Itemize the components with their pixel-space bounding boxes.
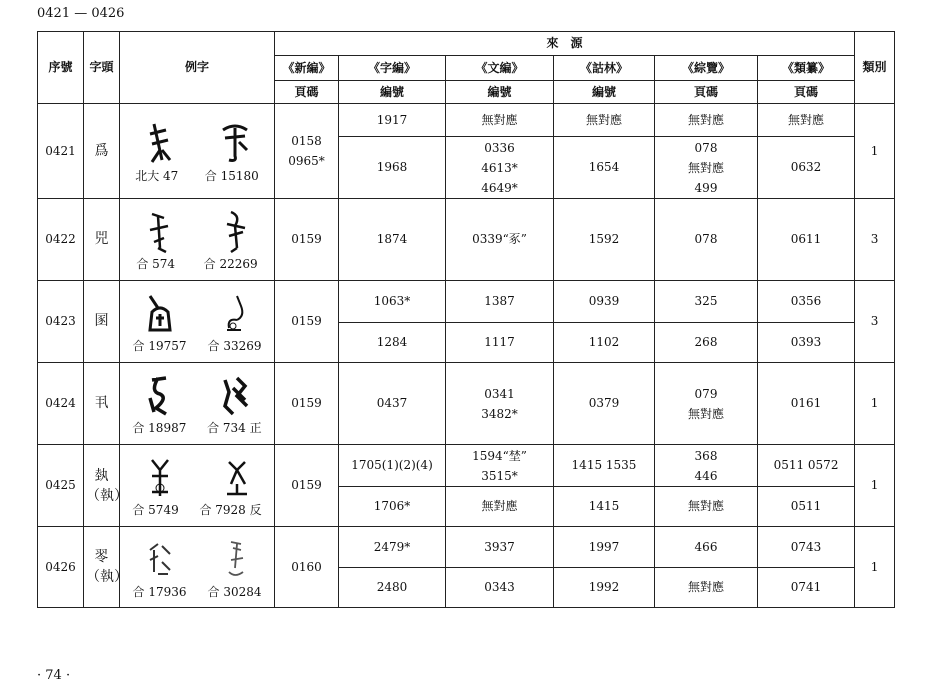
- examples-cell: [120, 363, 275, 445]
- zonglan-cell: 無對應: [655, 104, 758, 137]
- oracle-glyph-image: [215, 290, 255, 336]
- wenbian-cell: 0341 3482*: [446, 363, 554, 445]
- oracle-glyph-image: [140, 536, 180, 582]
- oracle-glyph-image: [215, 120, 255, 166]
- example-source: 合 5749: [132, 503, 179, 517]
- header-seq: 序號: [38, 32, 84, 104]
- example-source: 合 33269: [207, 339, 262, 353]
- source-unit: 編號: [554, 81, 655, 104]
- source-name: 《新編》: [275, 56, 339, 81]
- char-cell: 䎆 （執）: [84, 527, 120, 608]
- header-examples: 例字: [120, 32, 275, 104]
- page-range: 0421 — 0426: [37, 6, 125, 21]
- example-source: 合 15180: [204, 168, 259, 183]
- leizuan-cell: 0161: [758, 363, 855, 445]
- seq-cell: 0422: [38, 199, 84, 281]
- oracle-glyph-image: [215, 454, 255, 500]
- char-cell: 圂: [84, 281, 120, 363]
- example-source: 合 19757: [132, 339, 187, 353]
- char-cell: 丮: [84, 363, 120, 445]
- wenbian-cell: 1594“埜” 3515*: [446, 445, 554, 487]
- seq-cell: 0426: [38, 527, 84, 608]
- seq-cell: 0423: [38, 281, 84, 363]
- table-row: [38, 104, 895, 137]
- header-char: 字頭: [84, 32, 120, 104]
- source-unit: 頁碼: [275, 81, 339, 104]
- example-source: 北大 47: [135, 168, 179, 183]
- oracle-glyph-image: [140, 454, 180, 500]
- category-cell: 1: [855, 363, 895, 445]
- leizuan-cell: 0393: [758, 323, 855, 363]
- source-name: 《詁林》: [554, 56, 655, 81]
- example-source: 合 18987: [132, 421, 187, 435]
- xinbian-cell: 0160: [275, 527, 339, 608]
- gulin-cell: 1592: [554, 199, 655, 281]
- leizuan-cell: 0741: [758, 568, 855, 608]
- wenbian-cell: 1117: [446, 323, 554, 363]
- zibian-cell: 1917: [339, 104, 446, 137]
- gulin-cell: 無對應: [554, 104, 655, 137]
- category-cell: 3: [855, 281, 895, 363]
- zibian-cell: 1968: [339, 137, 446, 199]
- examples-cell: [120, 527, 275, 608]
- zonglan-cell: 078: [655, 199, 758, 281]
- wenbian-cell: 0339“豖”: [446, 199, 554, 281]
- gulin-cell: 1415 1535: [554, 445, 655, 487]
- source-name: 《字編》: [339, 56, 446, 81]
- leizuan-cell: 0743: [758, 527, 855, 568]
- zonglan-cell: 無對應: [655, 568, 758, 608]
- leizuan-cell: 0356: [758, 281, 855, 323]
- source-name: 《綜覽》: [655, 56, 758, 81]
- examples-cell: [120, 104, 275, 199]
- seq-cell: 0421: [38, 104, 84, 199]
- examples-cell: [120, 445, 275, 527]
- header-source: 來 源: [275, 32, 855, 56]
- example-source: 合 17936: [132, 584, 187, 599]
- zonglan-cell: 466: [655, 527, 758, 568]
- oracle-glyph-image: [140, 208, 180, 254]
- gulin-cell: 0379: [554, 363, 655, 445]
- source-name: 《文編》: [446, 56, 554, 81]
- category-cell: 3: [855, 199, 895, 281]
- zonglan-cell: 無對應: [655, 487, 758, 527]
- table-row: [38, 445, 895, 487]
- wenbian-cell: 無對應: [446, 487, 554, 527]
- zibian-cell: 0437: [339, 363, 446, 445]
- zibian-cell: 1705(1)(2)(4): [339, 445, 446, 487]
- zibian-cell: 1063*: [339, 281, 446, 323]
- wenbian-cell: 3937: [446, 527, 554, 568]
- oracle-glyph-image: [215, 536, 255, 582]
- example-source: 合 30284: [207, 584, 262, 599]
- zonglan-cell: 079 無對應: [655, 363, 758, 445]
- oracle-glyph-image: [215, 208, 255, 254]
- wenbian-cell: 無對應: [446, 104, 554, 137]
- xinbian-cell: 0159: [275, 281, 339, 363]
- seq-cell: 0425: [38, 445, 84, 527]
- leizuan-cell: 0611: [758, 199, 855, 281]
- leizuan-cell: 0511: [758, 487, 855, 527]
- source-name: 《類纂》: [758, 56, 855, 81]
- xinbian-cell: 0159: [275, 363, 339, 445]
- wenbian-cell: 1387: [446, 281, 554, 323]
- source-unit: 頁碼: [758, 81, 855, 104]
- source-unit: 頁碼: [655, 81, 758, 104]
- oracle-glyph-image: [215, 372, 255, 418]
- table-row: [38, 363, 895, 445]
- char-cell: 埶 （執）: [84, 445, 120, 527]
- zonglan-cell: 268: [655, 323, 758, 363]
- table-row: [38, 199, 895, 281]
- gulin-cell: 1102: [554, 323, 655, 363]
- source-unit: 編號: [446, 81, 554, 104]
- gulin-cell: 1415: [554, 487, 655, 527]
- xinbian-cell: 0159: [275, 199, 339, 281]
- zibian-cell: 2480: [339, 568, 446, 608]
- examples-cell: [120, 281, 275, 363]
- zonglan-cell: 325: [655, 281, 758, 323]
- example-source: 合 734 正: [207, 421, 262, 435]
- zonglan-cell: 078 無對應 499: [655, 137, 758, 199]
- examples-cell: [120, 199, 275, 281]
- table-row: [38, 527, 895, 568]
- gulin-cell: 1997: [554, 527, 655, 568]
- oracle-glyph-image: [140, 120, 180, 166]
- gulin-cell: 1654: [554, 137, 655, 199]
- leizuan-cell: 0511 0572: [758, 445, 855, 487]
- category-cell: 1: [855, 104, 895, 199]
- table-row: [38, 281, 895, 323]
- category-cell: 1: [855, 527, 895, 608]
- oracle-glyph-image: [140, 372, 180, 418]
- zibian-cell: 1874: [339, 199, 446, 281]
- zibian-cell: 1706*: [339, 487, 446, 527]
- seq-cell: 0424: [38, 363, 84, 445]
- wenbian-cell: 0343: [446, 568, 554, 608]
- oracle-glyph-image: [140, 290, 180, 336]
- gulin-cell: 0939: [554, 281, 655, 323]
- source-unit: 編號: [339, 81, 446, 104]
- zonglan-cell: 368 446: [655, 445, 758, 487]
- zibian-cell: 2479*: [339, 527, 446, 568]
- xinbian-cell: 0159: [275, 445, 339, 527]
- xinbian-cell: 0158 0965*: [275, 104, 339, 199]
- character-table: [37, 31, 895, 608]
- char-cell: 兕: [84, 199, 120, 281]
- header-category: 類別: [855, 32, 895, 104]
- example-source: 合 7928 反: [199, 503, 262, 517]
- example-source: 合 22269: [203, 257, 258, 271]
- char-cell: 爲: [84, 104, 120, 199]
- page-number: · 74 ·: [37, 668, 71, 683]
- example-source: 合 574: [136, 257, 176, 271]
- leizuan-cell: 無對應: [758, 104, 855, 137]
- category-cell: 1: [855, 445, 895, 527]
- wenbian-cell: 0336 4613* 4649*: [446, 137, 554, 199]
- leizuan-cell: 0632: [758, 137, 855, 199]
- gulin-cell: 1992: [554, 568, 655, 608]
- zibian-cell: 1284: [339, 323, 446, 363]
